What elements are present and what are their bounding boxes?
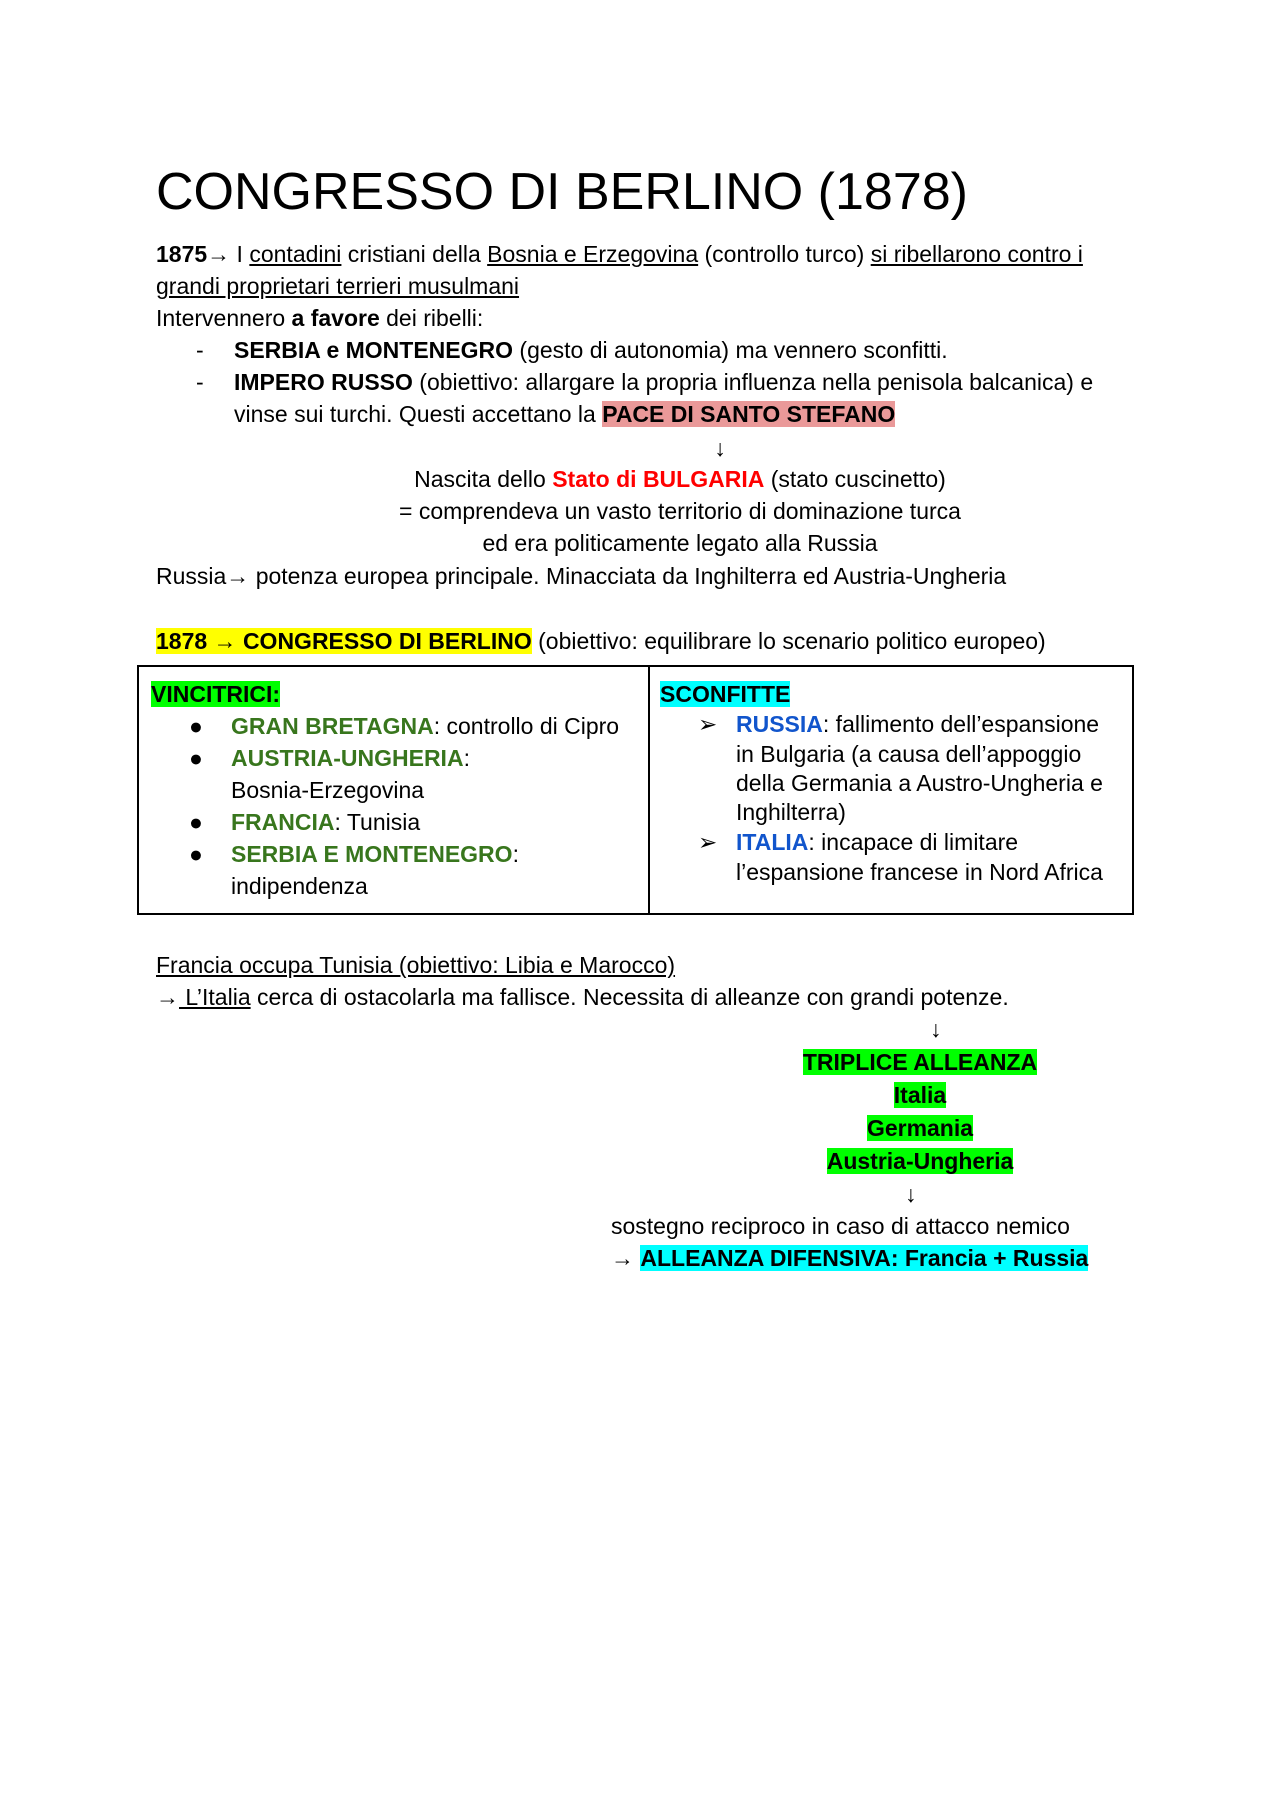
- bullet-bold: IMPERO RUSSO: [234, 369, 413, 395]
- intro-ribellarono: si ribellarono contro i: [870, 241, 1083, 267]
- loser-desc: : fallimento dell’espansione: [822, 711, 1100, 737]
- bullet-bold: SERBIA e MONTENEGRO: [234, 337, 514, 363]
- loser-desc: l’espansione francese in Nord Africa: [736, 859, 1103, 885]
- bulgaria-text: Nascita dello: [414, 466, 553, 492]
- difensiva-highlight: ALLEANZA DIFENSIVA: Francia + Russia: [640, 1245, 1089, 1271]
- loser-desc: della Germania a Austro-Ungheria e: [736, 770, 1103, 796]
- winner-desc: Bosnia-Erzegovina: [231, 777, 425, 803]
- winner-colon: :: [463, 745, 470, 771]
- bullet-dash: -: [196, 337, 204, 363]
- winner-colon: :: [512, 841, 519, 867]
- intervennero-text: Intervennero: [156, 305, 292, 331]
- sostegno-line: sostegno reciproco in caso di attacco nemico: [611, 1213, 1070, 1239]
- winner-name: AUSTRIA-UNGHERIA: [231, 745, 464, 771]
- winner-desc: indipendenza: [231, 873, 368, 899]
- russia-line: Russia→ potenza europea principale. Minacciata da Inghilterra ed Austria-Ungheria: [156, 563, 1007, 589]
- winner-desc: Tunisia: [340, 809, 421, 835]
- bulgaria-red: Stato di BULGARIA: [552, 466, 765, 492]
- down-arrow: ↓: [930, 1016, 942, 1042]
- loser-item-russia: [736, 709, 1099, 739]
- congress-line: [156, 625, 1046, 657]
- bullet-impero-russo: [234, 366, 1093, 398]
- intro-contadini: contadini: [249, 241, 342, 267]
- winner-item: [231, 839, 519, 869]
- triplice-member-label: Austria-Ungheria: [826, 1148, 1014, 1174]
- intervennero-line: [156, 302, 483, 334]
- loser-desc: : incapace di limitare: [808, 829, 1019, 855]
- triplice-member: [760, 1145, 1080, 1177]
- winner-colon: :: [334, 809, 341, 835]
- loser-desc: Inghilterra): [736, 799, 846, 825]
- loser-item-italia: [736, 827, 1018, 857]
- down-arrow: ↓: [714, 435, 726, 461]
- winners-header-label: VINCITRICI:: [151, 681, 281, 707]
- intro-arrow: →: [207, 241, 231, 267]
- losers-header-label: SCONFITTE: [660, 681, 791, 707]
- intervennero-bold: a favore: [291, 305, 380, 331]
- italia-line: [156, 981, 1009, 1013]
- triplice-title: [760, 1046, 1080, 1078]
- winner-name: SERBIA E MONTENEGRO: [231, 841, 513, 867]
- intro-line-1: [156, 238, 1083, 270]
- pace-santo-stefano-highlight: PACE DI SANTO STEFANO: [602, 401, 896, 427]
- italia-arrow: →: [156, 984, 179, 1010]
- loser-desc: in Bulgaria (a causa dell’appoggio: [736, 741, 1082, 767]
- intro-text: I: [230, 241, 250, 267]
- intro-line-2: grandi proprietari terrieri musulmani: [156, 273, 520, 299]
- difensiva-line: [611, 1242, 1088, 1274]
- congress-text: (obiettivo: equilibrare lo scenario politico europeo): [531, 628, 1046, 654]
- bullet-icon: ●: [189, 713, 203, 739]
- triplice-member: [760, 1079, 1080, 1111]
- francia-line: Francia occupa Tunisia (obiettivo: Libia e Marocco): [156, 952, 676, 978]
- difensiva-arrow: →: [611, 1245, 641, 1271]
- intro-year: 1875: [156, 241, 208, 267]
- bullet-impero-russo-cont: [234, 398, 895, 430]
- winner-desc: controllo di Cipro: [440, 713, 620, 739]
- italia-text: cerca di ostacolarla ma fallisce. Necessita di alleanze con grandi potenze.: [250, 984, 1009, 1010]
- intro-text: (controllo turco): [698, 241, 871, 267]
- intro-text: cristiani della: [341, 241, 488, 267]
- triplice-member: [760, 1112, 1080, 1144]
- bullet-icon: ●: [189, 809, 203, 835]
- congress-highlight: 1878 → CONGRESSO DI BERLINO: [156, 628, 532, 654]
- winner-name: GRAN BRETAGNA: [231, 713, 434, 739]
- bulgaria-line-1: [300, 463, 1060, 495]
- winner-item: [231, 743, 470, 773]
- losers-header: [660, 679, 790, 709]
- down-arrow: ↓: [905, 1181, 917, 1207]
- italia-link-text: L’Italia: [179, 984, 251, 1010]
- triplice-member-label: Italia: [893, 1082, 947, 1108]
- results-table: [137, 665, 1134, 915]
- triplice-title-label: TRIPLICE ALLEANZA: [802, 1049, 1038, 1075]
- bullet-icon: ●: [189, 841, 203, 867]
- bullet-text: (gesto di autonomia) ma vennero sconfitti.: [513, 337, 948, 363]
- loser-name: RUSSIA: [736, 711, 823, 737]
- bullet-text: (obiettivo: allargare la propria influenza nella penisola balcanica) e: [412, 369, 1094, 395]
- winner-item: [231, 807, 420, 837]
- bulgaria-line-2: = comprendeva un vasto territorio di dominazione turca: [399, 498, 961, 524]
- winner-item: [231, 711, 619, 741]
- bulgaria-line-3: ed era politicamente legato alla Russia: [482, 530, 878, 556]
- arrow-bullet-icon: ➢: [698, 711, 718, 737]
- intervennero-text: dei ribelli:: [379, 305, 484, 331]
- loser-name: ITALIA: [736, 829, 809, 855]
- bullet-dash: -: [196, 369, 204, 395]
- bulgaria-text: (stato cuscinetto): [764, 466, 946, 492]
- bullet-icon: ●: [189, 745, 203, 771]
- triplice-member-label: Germania: [866, 1115, 974, 1141]
- table-divider: [648, 667, 650, 913]
- intro-bosnia: Bosnia e Erzegovina: [487, 241, 699, 267]
- arrow-bullet-icon: ➢: [698, 829, 718, 855]
- winner-colon: :: [433, 713, 441, 739]
- bullet-text: vinse sui turchi. Questi accettano la: [234, 401, 603, 427]
- bullet-serbia: [234, 334, 948, 366]
- winner-name: FRANCIA: [231, 809, 335, 835]
- page-title: CONGRESSO DI BERLINO (1878): [156, 163, 968, 221]
- winners-header: [151, 679, 280, 709]
